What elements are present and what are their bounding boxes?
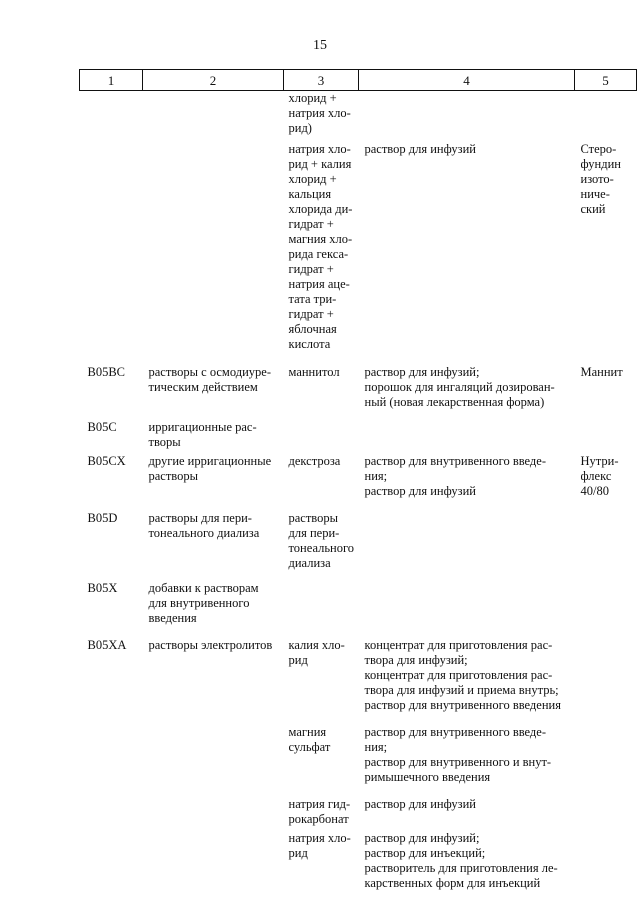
group-name-cell bbox=[143, 91, 284, 143]
brand-name-cell bbox=[575, 91, 637, 143]
atc-code-cell bbox=[80, 725, 143, 797]
column-header-5: 5 bbox=[575, 70, 637, 91]
table-row bbox=[80, 91, 637, 143]
group-name-cell: растворы с осмодиуре- тическим действием bbox=[148, 365, 271, 394]
group-name-cell: ирригационные рас- творы bbox=[148, 420, 257, 449]
atc-code-cell: B05D bbox=[87, 511, 118, 525]
substance-cell bbox=[284, 581, 359, 638]
atc-code-cell bbox=[80, 142, 143, 365]
column-header-3: 3 bbox=[284, 70, 359, 91]
dosage-form-cell bbox=[359, 581, 575, 638]
brand-name-cell bbox=[575, 581, 637, 638]
group-name-cell: добавки к растворам для внутривенного введения bbox=[148, 581, 259, 625]
group-name-cell: растворы для пери- тонеального диализа bbox=[148, 511, 260, 540]
substance-cell: калия хло- рид bbox=[288, 638, 345, 667]
brand-name-cell bbox=[575, 725, 637, 797]
table-row bbox=[80, 365, 637, 420]
group-name-cell bbox=[143, 831, 284, 891]
dosage-form-cell: раствор для инфузий; раствор для инъекций; растворитель для приготовления ле- карственных форм для инъекций bbox=[364, 831, 558, 890]
brand-name-cell: Нутри- флекс 40/80 bbox=[580, 454, 619, 498]
group-name-cell bbox=[143, 142, 284, 365]
brand-name-cell bbox=[575, 638, 637, 725]
column-header-1: 1 bbox=[80, 70, 143, 91]
dosage-form-cell: раствор для инфузий bbox=[364, 142, 476, 156]
dosage-form-cell bbox=[359, 511, 575, 581]
substance-cell: натрия хло- рид bbox=[288, 831, 351, 860]
column-header-2: 2 bbox=[143, 70, 284, 91]
substance-cell: натрия гид- рокарбонат bbox=[288, 797, 351, 826]
substance-cell bbox=[284, 420, 359, 454]
group-name-cell: растворы электролитов bbox=[148, 638, 273, 652]
dosage-form-cell: раствор для внутривенного введе- ния; раствор для внутривенного и внут- римышечного введения bbox=[364, 725, 552, 784]
dosage-form-cell bbox=[359, 91, 575, 143]
atc-code-cell: B05C bbox=[87, 420, 117, 434]
table-row bbox=[80, 725, 637, 797]
dosage-form-cell: раствор для инфузий bbox=[364, 797, 476, 811]
table-header-row bbox=[80, 70, 637, 91]
atc-code-cell bbox=[80, 797, 143, 831]
group-name-cell bbox=[143, 797, 284, 831]
atc-code-cell: B05CX bbox=[87, 454, 126, 468]
substance-cell: хлорид + натрия хло- рид) bbox=[288, 91, 351, 135]
table-row bbox=[80, 511, 637, 581]
substance-cell: натрия хло- рид + калия хлорид + кальция хлорида ди- гидрат + магния хло- рида гекса- гидрат + натрия аце- тата три- гидрат + яблочная кислота bbox=[288, 142, 353, 351]
page-number: 15 bbox=[313, 38, 327, 53]
dosage-form-cell: концентрат для приготовления рас- твора для инфузий; концентрат для приготовления рас- твора для инфузий и приема внутрь; раствор для внутривенного введения bbox=[364, 638, 561, 712]
table-row bbox=[80, 420, 637, 454]
substance-cell: маннитол bbox=[288, 365, 340, 379]
atc-code-cell bbox=[80, 91, 143, 143]
brand-name-cell bbox=[575, 797, 637, 831]
atc-code-cell: B05BC bbox=[87, 365, 126, 379]
brand-name-cell: Стеро- фундин изото- ниче- ский bbox=[580, 142, 621, 216]
dosage-form-cell bbox=[359, 420, 575, 454]
brand-name-cell bbox=[575, 511, 637, 581]
substance-cell: растворы для пери- тонеального диализа bbox=[288, 511, 355, 570]
group-name-cell bbox=[143, 725, 284, 797]
dosage-form-cell: раствор для инфузий; порошок для ингаляций дозирован- ный (новая лекарственная форма) bbox=[364, 365, 555, 409]
atc-code-cell: B05X bbox=[87, 581, 118, 595]
table-row bbox=[80, 581, 637, 638]
table-row bbox=[80, 638, 637, 725]
table-body bbox=[80, 91, 637, 892]
brand-name-cell: Маннит bbox=[580, 365, 623, 379]
atc-code-cell bbox=[80, 831, 143, 891]
substance-cell: декстроза bbox=[288, 454, 341, 468]
table-row bbox=[80, 831, 637, 891]
dosage-form-cell: раствор для внутривенного введе- ния; раствор для инфузий bbox=[364, 454, 547, 498]
column-header-4: 4 bbox=[359, 70, 575, 91]
table-row bbox=[80, 797, 637, 831]
substance-cell: магния сульфат bbox=[288, 725, 331, 754]
brand-name-cell bbox=[575, 420, 637, 454]
group-name-cell: другие ирригационные растворы bbox=[148, 454, 272, 483]
table-row bbox=[80, 454, 637, 511]
atc-code-cell: B05XA bbox=[87, 638, 127, 652]
table-row bbox=[80, 142, 637, 365]
drug-table bbox=[79, 69, 637, 891]
brand-name-cell bbox=[575, 831, 637, 891]
